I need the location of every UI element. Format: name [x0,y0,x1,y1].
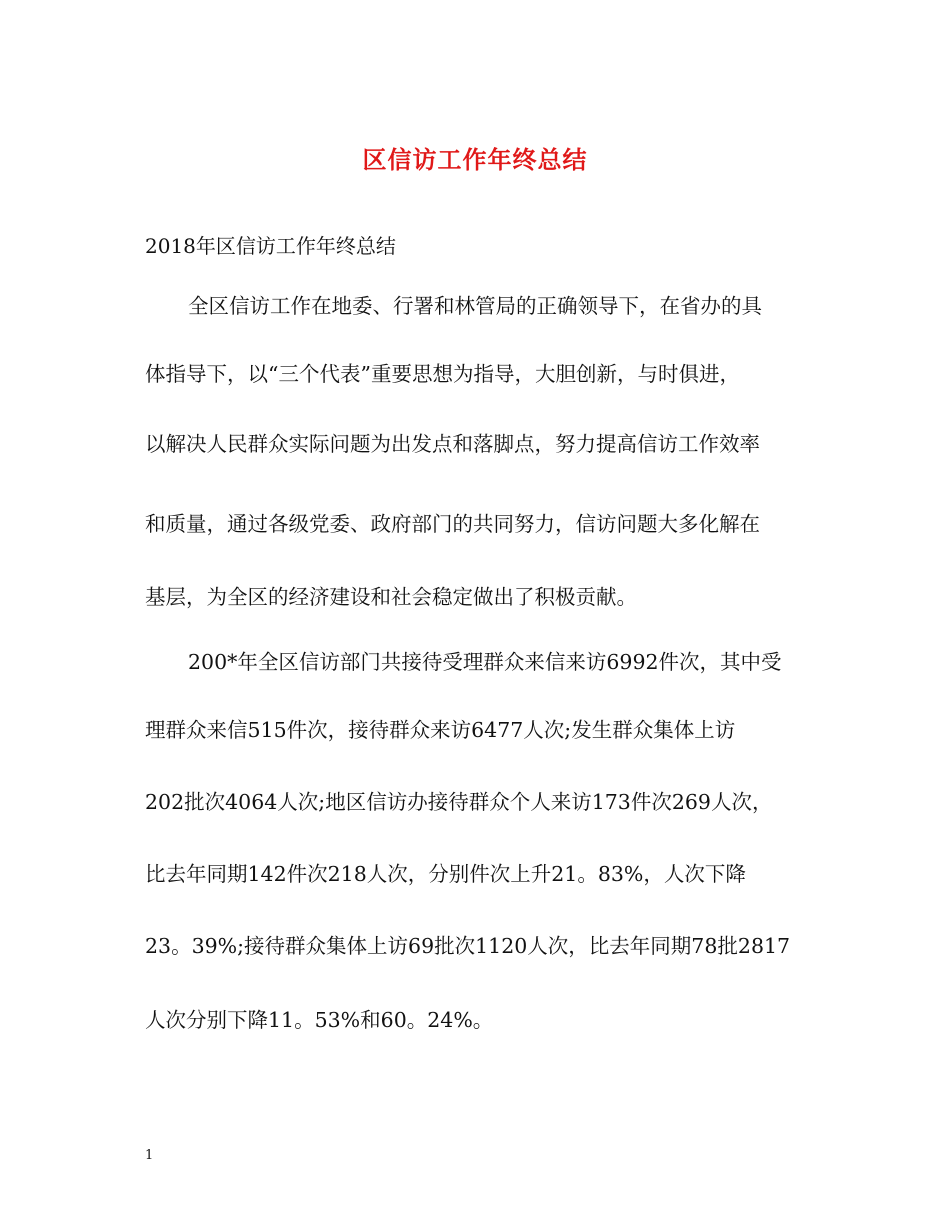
paragraph-1-line: 体指导下，以“三个代表”重要思想为指导，大胆创新，与时俱进， [145,362,740,386]
paragraph-2-line: 23。39%;接待群众集体上访69批次1120人次，比去年同期78批2817 [145,934,791,958]
paragraph-2-line: 比去年同期142件次218人次，分别件次上升21。83%，人次下降 [145,862,746,886]
paragraph-2-line: 202批次4064人次;地区信访办接待群众个人来访173件次269人次， [145,790,773,814]
paragraph-1-line: 和质量，通过各级党委、政府部门的共同努力，信访问题大多化解在 [145,512,760,536]
page-number: 1 [145,1148,154,1163]
paragraph-1-line: 全区信访工作在地委、行署和林管局的正确领导下，在省办的具 [188,294,762,318]
paragraph-1-line: 基层，为全区的经济建设和社会稳定做出了积极贡献。 [145,585,637,609]
paragraph-2-line: 200*年全区信访部门共接待受理群众来信来访6992件次，其中受 [188,650,782,674]
paragraph-1-line: 以解决人民群众实际问题为出发点和落脚点，努力提高信访工作效率 [145,432,760,456]
page-title: 区信访工作年终总结 [362,145,588,174]
document-subtitle: 2018年区信访工作年终总结 [145,234,396,258]
paragraph-2-line: 人次分别下降11。53%和60。24%。 [145,1008,494,1032]
paragraph-2-line: 理群众来信515件次，接待群众来访6477人次;发生群众集体上访 [145,718,736,742]
